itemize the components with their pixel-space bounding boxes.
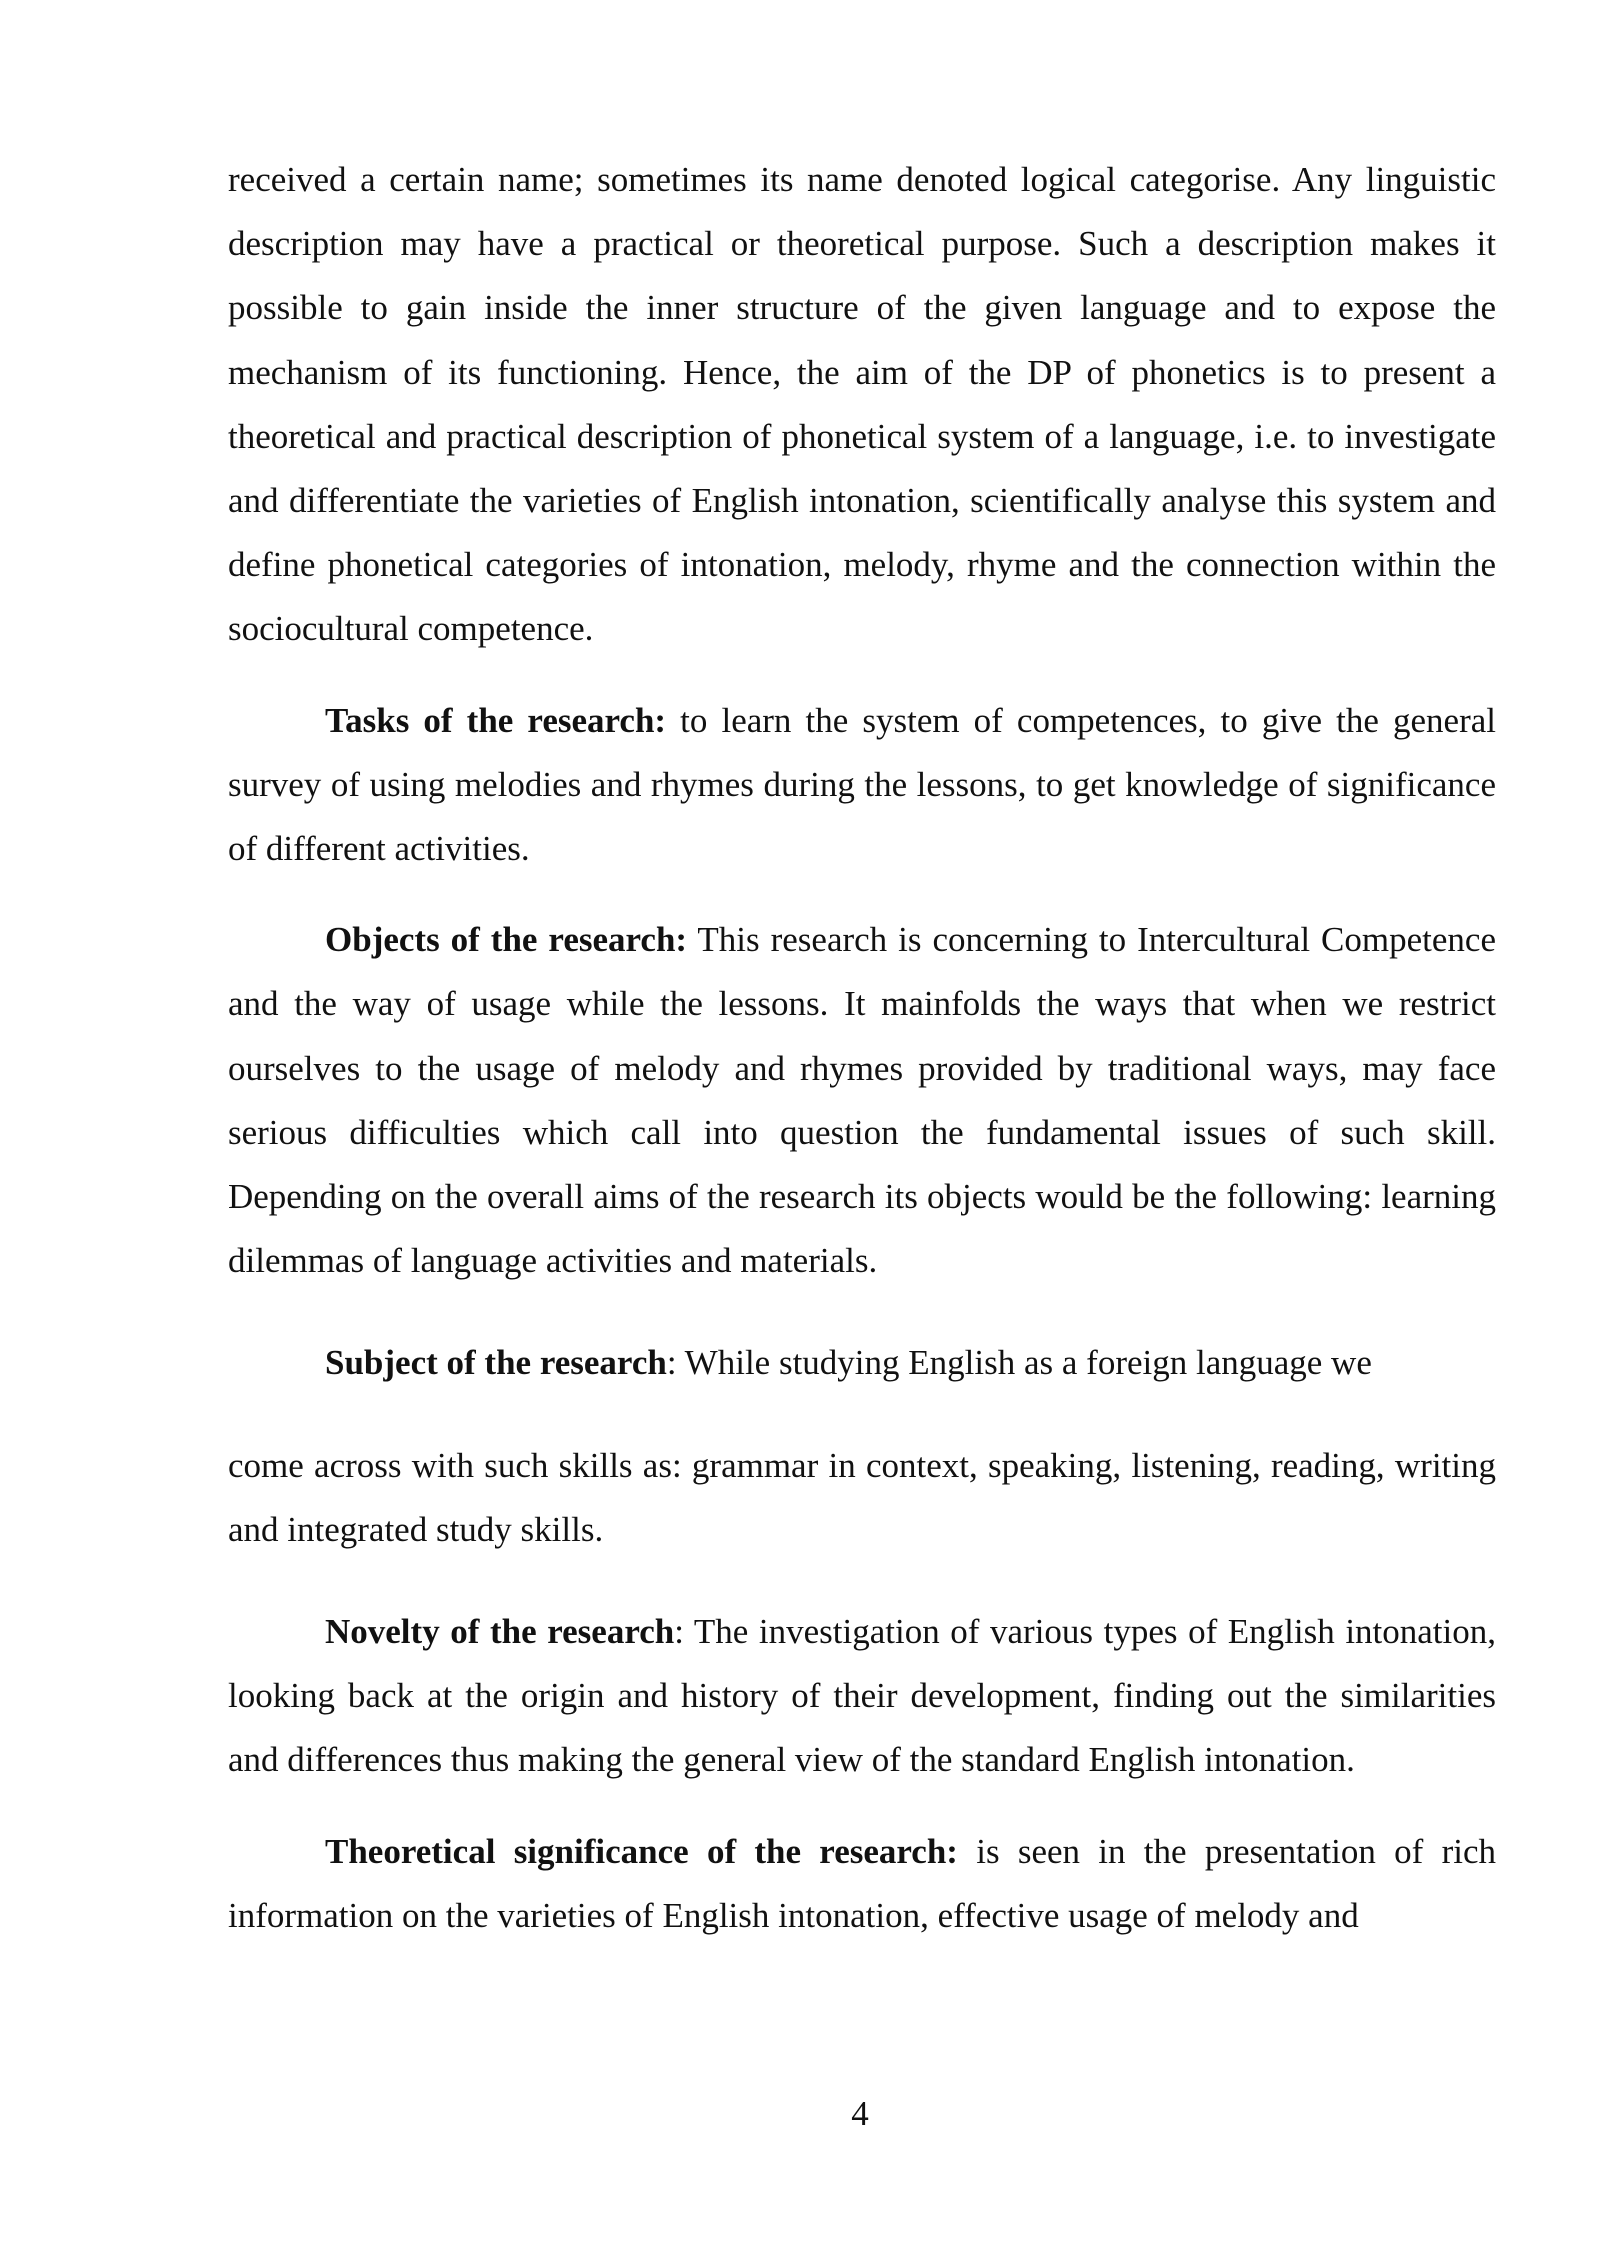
novelty-paragraph	[228, 1600, 1496, 1793]
tasks-paragraph	[228, 689, 1496, 882]
subject-heading: Subject of the research	[325, 1343, 667, 1383]
objects-heading: Objects of the research:	[325, 920, 688, 960]
objects-text: This research is concerning to Intercultural Competence and the way of usage while the lessons. It mainfolds the ways that when we restrict ourselves to the usage of melody and rhymes provided by traditional ways, may face serious difficulties which call into question the fundamental issues of such skill. Depending on the overall aims of the research its objects would be the following: learning dilemmas of language activities and materials.	[228, 920, 1496, 1281]
theoretical-text: is seen in the presentation of rich information on the varieties of English intonation, effective usage of melody and	[228, 1831, 1496, 1935]
objects-paragraph	[228, 908, 1496, 1293]
tasks-heading: Tasks of the research:	[325, 700, 667, 740]
tasks-text: to learn the system of competences, to give the general survey of using melodies and rhymes during the lessons, to get knowledge of significance of different activities.	[228, 700, 1496, 869]
document-page	[228, 148, 1496, 1948]
page-number: 4	[851, 2094, 869, 2133]
theoretical-paragraph	[228, 1820, 1496, 1948]
subject-continuation: come across with such skills as: grammar in context, speaking, listening, reading, writing and integrated study skills.	[228, 1445, 1496, 1549]
theoretical-heading: Theoretical significance of the research:	[325, 1831, 958, 1871]
subject-text: : While studying English as a foreign language we	[666, 1343, 1372, 1383]
subject-paragraph	[228, 1331, 1496, 1395]
novelty-heading: Novelty of the research	[325, 1612, 675, 1652]
intro-paragraph: received a certain name; sometimes its name denoted logical categorise. Any linguistic description may have a practical or theoretical purpose. Such a description makes it possible to gain inside the inner structure of the given language and to expose the mechanism of its functioning. Hence, the aim of the DP of phonetics is to present a theoretical and practical description of phonetical system of a language, i.e. to investigate and differentiate the varieties of English intonation, scientifically analyse this system and define phonetical categories of intonation, melody, rhyme and the connection within the sociocultural competence.	[228, 160, 1496, 649]
novelty-text: : The investigation of various types of English intonation, looking back at the origin and history of their development, finding out the similarities and differences thus making the general view of the standard English intonation.	[228, 1612, 1497, 1780]
